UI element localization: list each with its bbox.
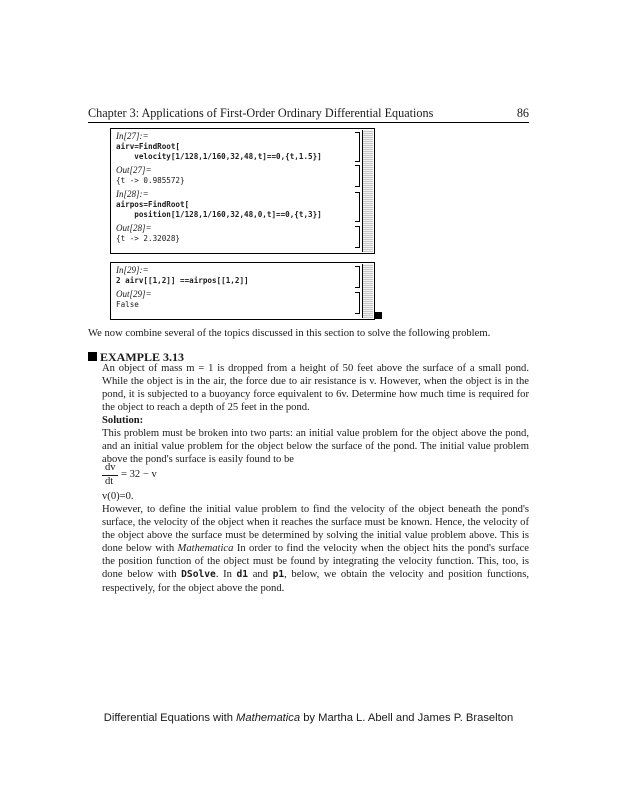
notebook-scrollbar[interactable] [362, 130, 373, 252]
input-code-28-line1: airpos=FindRoot[ [116, 200, 190, 209]
solution-paragraph: This problem must be broken into two parts: an initial value problem for the object above the pond, and an initial value problem for the object below the surface of the pond. The initial value problem above the pond's surface is easily found to be [102, 428, 529, 466]
input-code-27-line2: velocity[1/128,1/160,32,48,t]==0,{t,1.5}] [116, 152, 322, 161]
notebook-scrollbar[interactable] [362, 264, 373, 318]
notebook-resize-box[interactable] [375, 312, 382, 319]
notebook-cell-group-1 [110, 128, 375, 254]
equation-rhs: = 32 − v [121, 469, 157, 480]
output-label-29: Out[29]= [116, 289, 152, 299]
input-label-28: In[28]:= [116, 189, 149, 199]
input-label-27: In[27]:= [116, 131, 149, 141]
input-code-28-line2: position[1/128,1/160,32,48,0,t]==0,{t,3}] [116, 210, 322, 219]
cell-bracket[interactable] [355, 165, 360, 187]
solution-label: Solution: [102, 415, 144, 426]
initial-condition: v(0)=0. [102, 491, 134, 502]
cell-bracket[interactable] [355, 192, 360, 222]
square-bullet-icon [88, 352, 97, 361]
page-footer: Differential Equations with Mathematica by Martha L. Abell and James P. Braselton [103, 712, 514, 724]
equation-denominator: dt [105, 476, 114, 487]
cell-bracket[interactable] [355, 266, 360, 288]
input-label-29: In[29]:= [116, 265, 149, 275]
output-value-29: False [116, 300, 139, 309]
output-value-27: {t -> 0.985572} [116, 176, 185, 185]
cell-bracket[interactable] [355, 292, 360, 314]
notebook-cell-group-2 [110, 262, 375, 320]
example-heading: EXAMPLE 3.13 [88, 350, 184, 365]
page-number: 86 [516, 106, 529, 120]
output-value-28: {t -> 2.32028} [116, 234, 181, 243]
intro-paragraph: We now combine several of the topics discussed in this section to solve the following problem. [88, 328, 491, 339]
chapter-title: Chapter 3: Applications of First-Order Ordinary Differential Equations [88, 106, 434, 120]
equation-numerator: dv [105, 462, 116, 473]
output-label-27: Out[27]= [116, 165, 152, 175]
output-label-28: Out[28]= [116, 223, 152, 233]
cell-bracket[interactable] [355, 226, 360, 248]
solution-paragraph-2: However, to define the initial value problem to find the velocity of the object beneath the pond's surface, the velocity of the object when it reaches the surface must be known. Hence, the velocity of the object above the surface must be determined by solving the initial value problem above. This is done below with Mathematica In order to find the velocity when the object hits the pond's surface the position function of the object must be found by integrating the velocity function. This, too, is done below with DSolve. In d1 and p1, below, we obtain the velocity and position functions, respectively, for the object above the pond. [102, 504, 529, 594]
running-header [88, 106, 529, 123]
input-code-27-line1: airv=FindRoot[ [116, 142, 181, 151]
cell-bracket[interactable] [355, 132, 360, 162]
example-problem: An object of mass m = 1 is dropped from a height of 50 feet above the surface of a small pond. While the object is in the air, the force due to air resistance is v. However, when the object is in the pond, it is subjected to a buoyancy force equivalent to 6v. Determine how much time is required for the object to reach a depth of 25 feet in the pond. [102, 363, 529, 414]
input-code-29: 2 airv[[1,2]] ==airpos[[1,2]] [116, 276, 249, 285]
